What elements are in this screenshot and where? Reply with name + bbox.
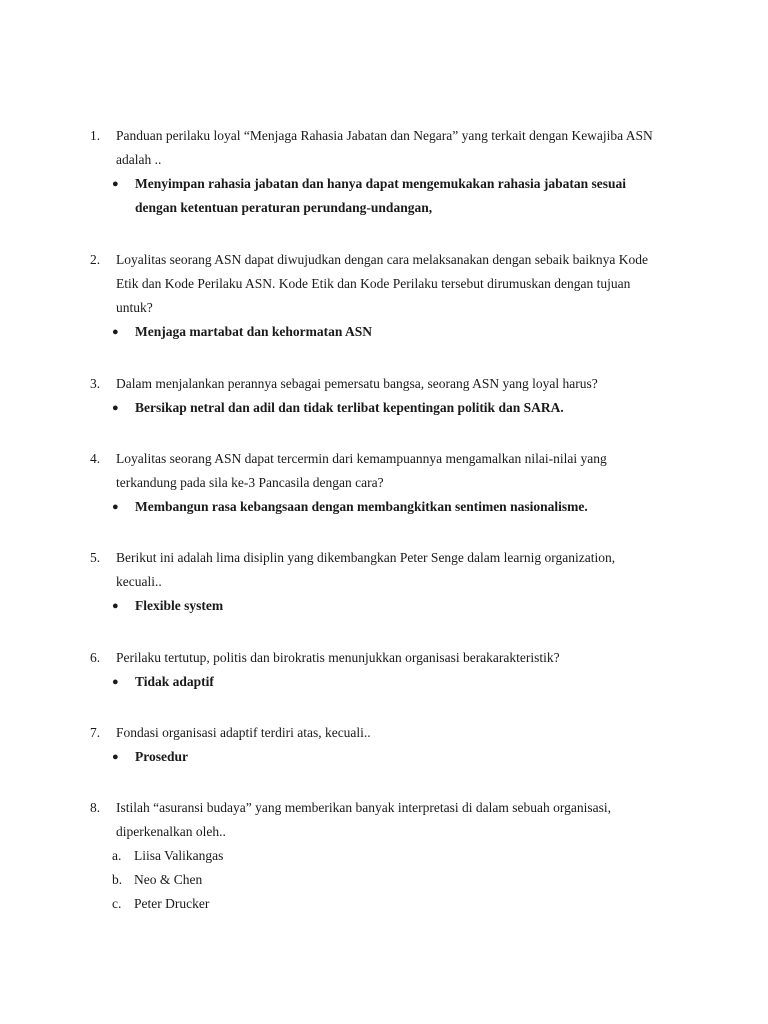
answer-text: Prosedur [135,749,188,764]
bullet-icon: ● [112,326,119,338]
bullet-icon: ● [112,676,119,688]
question-text: Etik dan Kode Perilaku ASN. Kode Etik dan Kode Perilaku tersebut dirumuskan dengan tujuan [116,276,631,291]
question-text: Dalam menjalankan perannya sebagai pemersatu bangsa, seorang ASN yang loyal harus? [116,376,598,391]
question-7 [90,721,690,769]
question-6 [90,646,690,694]
option-a [90,844,690,868]
question-3 [90,372,690,420]
question-number: 2. [90,252,101,267]
question-number: 7. [90,725,101,740]
option-letter: b. [112,872,123,887]
question-text: Panduan perilaku loyal “Menjaga Rahasia Jabatan dan Negara” yang terkait dengan Kewajiba ASN [116,128,653,143]
answer [90,320,690,344]
question-number: 3. [90,376,101,391]
question-text: Perilaku tertutup, politis dan birokratis menunjukkan organisasi berakarakteristik? [116,650,560,665]
question-text: Loyalitas seorang ASN dapat diwujudkan dengan cara melaksanakan dengan sebaik baiknya Kode [116,252,648,267]
answer [90,670,690,694]
question-number: 4. [90,451,101,466]
bullet-icon: ● [112,751,119,763]
answer-text: Bersikap netral dan adil dan tidak terlibat kepentingan politik dan SARA. [135,400,564,415]
question-number: 8. [90,800,101,815]
question-text: Loyalitas seorang ASN dapat tercermin dari kemampuannya mengamalkan nilai-nilai yang [116,451,607,466]
option-text: Neo & Chen [134,872,203,887]
question-5 [90,546,690,618]
question-text: diperkenalkan oleh.. [116,824,226,839]
bullet-icon: ● [112,178,119,190]
option-c [90,892,690,916]
question-1 [90,124,690,220]
bullet-icon: ● [112,600,119,612]
option-letter: a. [112,848,122,863]
answer-text: dengan ketentuan peraturan perundang-undangan, [135,200,433,215]
answer-text: Menjaga martabat dan kehormatan ASN [135,324,373,339]
question-2 [90,248,690,344]
bullet-icon: ● [112,501,119,513]
answer [90,396,690,420]
answer [90,495,690,519]
answer [90,594,690,618]
option-text: Liisa Valikangas [134,848,224,863]
question-number: 5. [90,550,101,565]
question-8 [90,796,690,916]
answer-text: Tidak adaptif [135,674,214,689]
question-text: untuk? [116,300,153,315]
option-text: Peter Drucker [134,896,210,911]
answer [90,172,690,196]
answer [90,745,690,769]
bullet-icon: ● [112,402,119,414]
option-letter: c. [112,896,122,911]
option-b [90,868,690,892]
question-text: kecuali.. [116,574,162,589]
question-text: Istilah “asuransi budaya” yang memberikan banyak interpretasi di dalam sebuah organisasi, [116,800,611,815]
question-4 [90,447,690,519]
answer-text: Flexible system [135,598,224,613]
question-number: 6. [90,650,101,665]
question-number: 1. [90,128,101,143]
answer-text: Membangun rasa kebangsaan dengan membangkitkan sentimen nasionalisme. [135,499,588,514]
question-text: Berikut ini adalah lima disiplin yang dikembangkan Peter Senge dalam learnig organization, [116,550,616,565]
question-text: adalah .. [116,152,162,167]
question-text: terkandung pada sila ke-3 Pancasila dengan cara? [116,475,384,490]
question-text: Fondasi organisasi adaptif terdiri atas, kecuali.. [116,725,371,740]
answer-text: Menyimpan rahasia jabatan dan hanya dapat mengemukakan rahasia jabatan sesuai [135,176,626,191]
